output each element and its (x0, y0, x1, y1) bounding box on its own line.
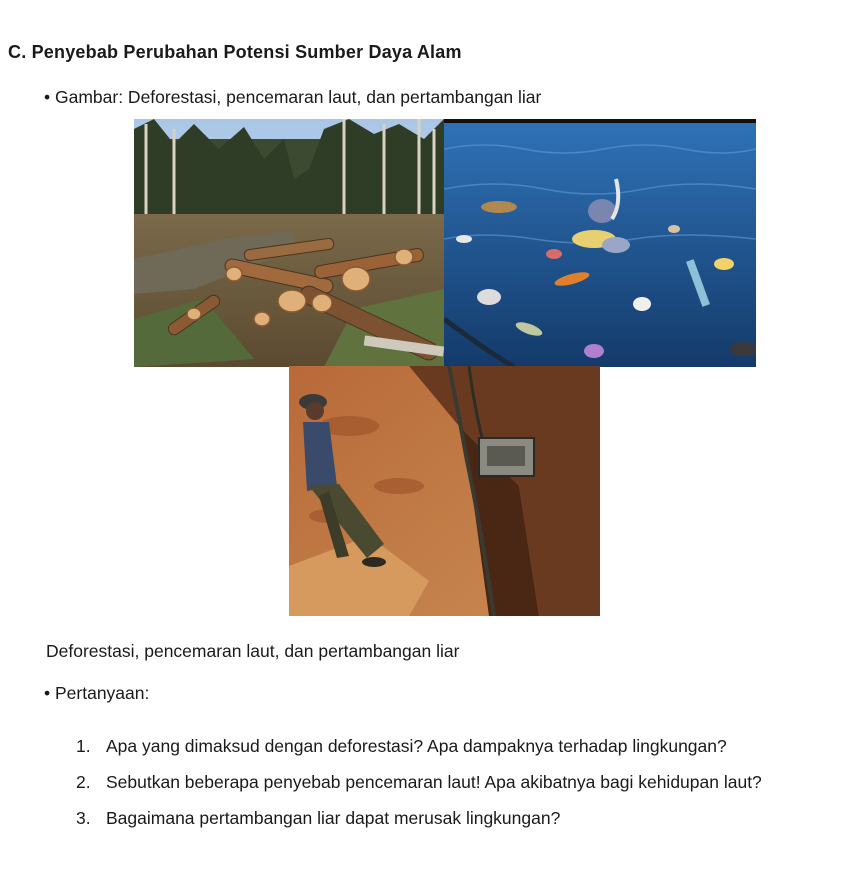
question-list (76, 728, 836, 836)
section-heading: C. Penyebab Perubahan Potensi Sumber Daya Alam (8, 42, 462, 62)
questions-bullet: • Pertanyaan: (44, 683, 150, 703)
question-number: 2. (76, 772, 91, 792)
question-number: 1. (76, 736, 91, 756)
question-item (76, 764, 836, 800)
deforestation-photo (134, 119, 444, 367)
figure-bullet: • Gambar: Deforestasi, pencemaran laut, dan pertambangan liar (44, 87, 542, 107)
question-number: 3. (76, 808, 91, 828)
sea-pollution-photo (444, 119, 756, 367)
illegal-mining-photo (289, 366, 600, 616)
question-text: Bagaimana pertambangan liar dapat merusak lingkungan? (106, 808, 561, 828)
question-text: Apa yang dimaksud dengan deforestasi? Apa dampaknya terhadap lingkungan? (106, 736, 727, 756)
figure-caption: Deforestasi, pencemaran laut, dan pertambangan liar (46, 641, 460, 661)
question-item (76, 728, 836, 764)
question-text: Sebutkan beberapa penyebab pencemaran laut! Apa akibatnya bagi kehidupan laut? (106, 772, 762, 792)
question-item (76, 800, 836, 836)
